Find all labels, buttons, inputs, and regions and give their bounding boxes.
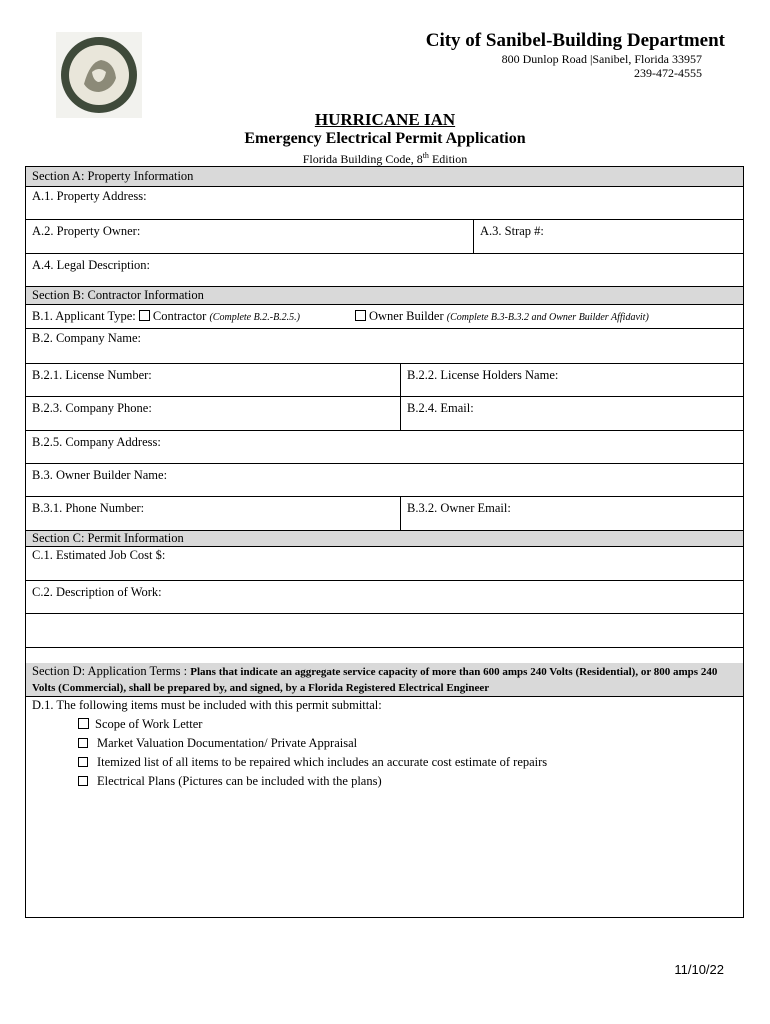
phone-number-field[interactable]: B.3.1. Phone Number:	[32, 501, 145, 515]
company-phone-field[interactable]: B.2.3. Company Phone:	[32, 401, 152, 415]
svg-text:1974: 1974	[92, 99, 106, 105]
job-cost-field[interactable]: C.1. Estimated Job Cost $:	[26, 547, 743, 581]
license-number-field[interactable]: B.2.1. License Number:	[32, 368, 152, 382]
owner-email-field[interactable]: B.3.2. Owner Email:	[400, 497, 743, 530]
owner-builder-checkbox[interactable]	[355, 310, 366, 321]
strap-number-field[interactable]: A.3. Strap #:	[473, 220, 743, 253]
owner-builder-name-field[interactable]: B.3. Owner Builder Name:	[26, 464, 743, 497]
section-b-header: Section B: Contractor Information	[26, 287, 743, 305]
electrical-plans-checkbox[interactable]	[78, 776, 88, 786]
itemized-list-checkbox[interactable]	[78, 757, 88, 767]
scope-letter-checkbox[interactable]	[78, 718, 89, 729]
requirement-item: Electrical Plans (Pictures can be included with the plans)	[78, 774, 382, 789]
section-d-header: Section D: Application Terms : Plans that indicate an aggregate service capacity of more than 600 amps 240 Volts (Residential), or 800 amps 240 Volts (Commercial), shall be prepared by, and signed, by a Florida Registered Electrical Engineer	[26, 663, 743, 697]
submittal-requirements-intro: D.1. The following items must be included with this permit submittal:	[32, 698, 382, 712]
footer-date: 11/10/22	[674, 962, 724, 977]
section-a-header: Section A: Property Information	[26, 167, 743, 187]
company-address-field[interactable]: B.2.5. Company Address:	[26, 431, 743, 464]
sub-title: Emergency Electrical Permit Application	[244, 130, 526, 147]
description-continuation-field[interactable]	[26, 614, 743, 648]
requirement-item: Itemized list of all items to be repaired which includes an accurate cost estimate of repairs	[78, 755, 547, 770]
department-title: City of Sanibel-Building Department	[425, 30, 725, 51]
property-address-field[interactable]: A.1. Property Address:	[26, 187, 743, 220]
section-c-header: Section C: Permit Information	[26, 531, 743, 547]
applicant-type-label: B.1. Applicant Type:	[32, 309, 136, 323]
department-address: 800 Dunlop Road |Sanibel, Florida 33957	[501, 52, 702, 66]
permit-form	[25, 166, 744, 918]
requirement-item: Scope of Work Letter	[78, 717, 202, 732]
description-of-work-field[interactable]: C.2. Description of Work:	[26, 581, 743, 614]
applicant-type-row: B.1. Applicant Type: Contractor (Complete B.2.-B.2.5.) Owner Builder (Complete B.3-B.3.2 and Owner Builder Affidavit)	[26, 305, 743, 329]
property-owner-field[interactable]: A.2. Property Owner:	[32, 224, 141, 238]
legal-description-field[interactable]: A.4. Legal Description:	[26, 254, 743, 287]
requirement-item: Market Valuation Documentation/ Private Appraisal	[78, 736, 357, 751]
code-edition: Florida Building Code, 8th Edition	[302, 151, 468, 166]
main-title: HURRICANE IAN	[314, 110, 456, 129]
market-valuation-checkbox[interactable]	[78, 738, 88, 748]
company-name-field[interactable]: B.2. Company Name:	[26, 329, 743, 364]
contractor-checkbox[interactable]	[139, 310, 150, 321]
city-seal-logo	[56, 32, 142, 118]
department-phone: 239-472-4555	[634, 66, 702, 80]
email-field[interactable]: B.2.4. Email:	[400, 397, 743, 430]
license-holder-field[interactable]: B.2.2. License Holders Name:	[400, 364, 743, 396]
application-terms-text: Plans that indicate an aggregate service capacity of more than 600 amps 240 Volts (Residential), or 800 amps 240 Volts (Commercial), shall be prepared by, and signed, by a Florida Registered Electrical Engineer	[32, 666, 718, 694]
